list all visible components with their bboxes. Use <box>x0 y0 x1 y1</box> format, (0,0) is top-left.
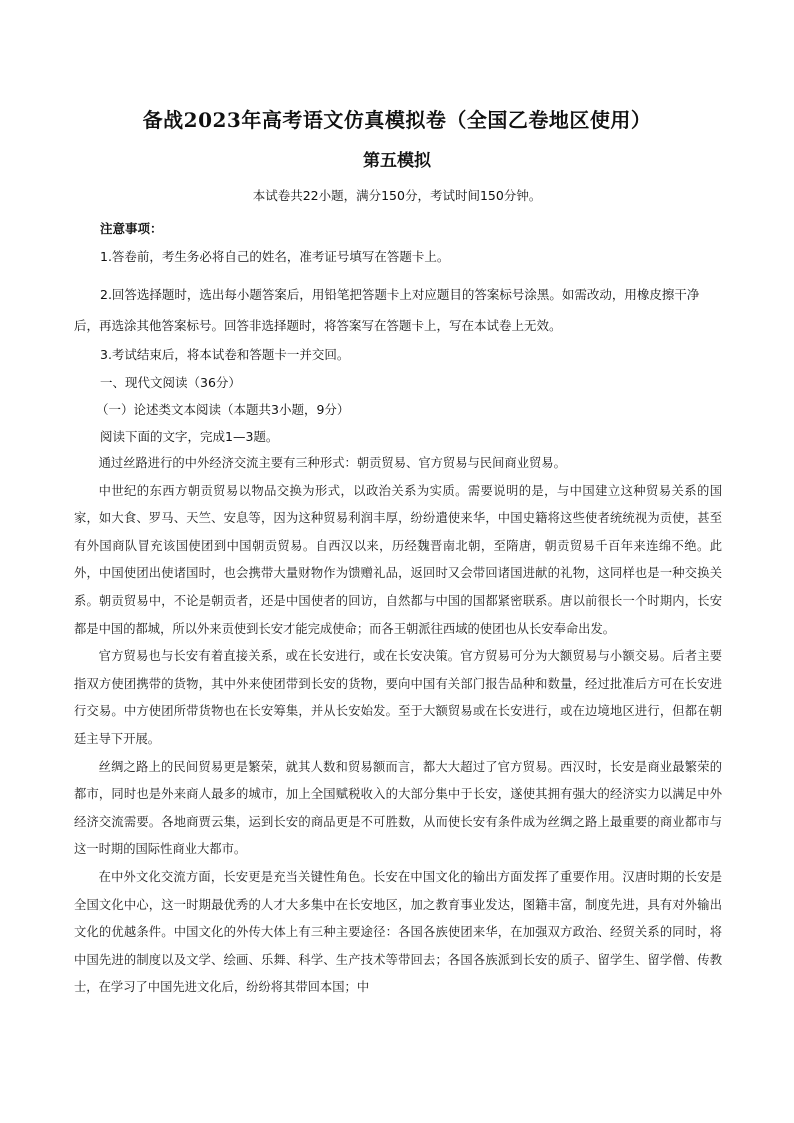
notice-item-2: 2.回答选择题时，选出每小题答案后，用铅笔把答题卡上对应题目的答案标号涂黑。如需改动，用橡皮擦干净后，再选涂其他答案标号。回答非选择题时，将答案写在答题卡上，写在本试卷上无效。 <box>74 287 700 333</box>
exam-subtitle: 第五模拟 <box>363 151 431 171</box>
passage-paragraph-4: 丝绸之路上的民间贸易更是繁荣，就其人数和贸易额而言，都大大超过了官方贸易。西汉时，长安是商业最繁荣的都市，同时也是外来商人最多的城市，加上全国赋税收入的大部分集中于长安，遂使其拥有强大的经济实力以满足中外经济交流需要。各地商贾云集，运到长安的商品更是不可胜数，从而使长安有条件成为丝绸之路上最重要的商业都市与这一时期的国际性商业大都市。 <box>74 759 722 857</box>
passage-paragraph-5: 在中外文化交流方面，长安更是充当关键性角色。长安在中国文化的输出方面发挥了重要作用。汉唐时期的长安是全国文化中心，这一时期最优秀的人才大多集中在长安地区，加之教育事业发达，图籍丰富，制度先进，具有对外输出文化的优越条件。中国文化的外传大体上有三种主要途径：各国各族使团来华，在加强双方政治、经贸关系的同时，将中国先进的制度以及文学、绘画、乐舞、科学、生产技术等带回去；各国各族派到长安的质子、留学生、留学僧、传教士，在学习了中国先进文化后，纷纷将其带回本国；中 <box>74 869 722 995</box>
notice-heading: 注意事项： <box>100 221 163 236</box>
section-instruction: 阅读下面的文字，完成1—3题。 <box>100 429 279 444</box>
passage-paragraph-3: 官方贸易也与长安有着直接关系，或在长安进行，或在长安决策。官方贸易可分为大额贸易与小额交易。后者主要指双方使团携带的货物，其中外来使团带到长安的货物，要向中国有关部门报告品种和数量，经过批准后方可在长安进行交易。中方使团所带货物也在长安筹集，并从长安始发。至于大额贸易或在长安进行，或在边境地区进行，但都在朝廷主导下开展。 <box>74 649 722 746</box>
section-heading: 一、现代文阅读（36分） <box>100 375 241 390</box>
passage-paragraph-1: 通过丝路进行的中外经济交流主要有三种形式：朝贡贸易、官方贸易与民间商业贸易。 <box>98 456 566 470</box>
notice-item-1: 1.答卷前，考生务必将自己的姓名，准考证号填写在答题卡上。 <box>100 249 450 264</box>
passage <box>74 450 722 1002</box>
passage-paragraph-2: 中世纪的东西方朝贡贸易以物品交换为形式，以政治关系为实质。需要说明的是，与中国建立这种贸易关系的国家，如大食、罗马、天竺、安息等，因为这种贸易利润丰厚，纷纷遣使来华，中国史籍将这些使者统统视为贡使，甚至有外国商队冒充该国使团到中国朝贡贸易。自西汉以来，历经魏晋南北朝，至隋唐，朝贡贸易千百年来连绵不绝。此外，中国使团出使诸国时，也会携带大量财物作为馈赠礼品，返回时又会带回诸国进献的礼物，这同样也是一种交换关系。朝贡贸易中，不论是朝贡者，还是中国使者的回访，自然都与中国的国都紧密联系。唐以前很长一个时期内，长安都是中国的都城，所以外来贡使到长安才能完成使命；而各王朝派往西域的使团也从长安奉命出发。 <box>74 483 722 636</box>
notice-item-3: 3.考试结束后，将本试卷和答题卡一并交回。 <box>100 347 350 362</box>
exam-title: 备战2023年高考语文仿真模拟卷（全国乙卷地区使用） <box>142 108 652 132</box>
section-subheading: （一）论述类文本阅读（本题共3小题，9分） <box>96 402 350 417</box>
exam-info: 本试卷共22小题，满分150分，考试时间150分钟。 <box>252 188 542 203</box>
